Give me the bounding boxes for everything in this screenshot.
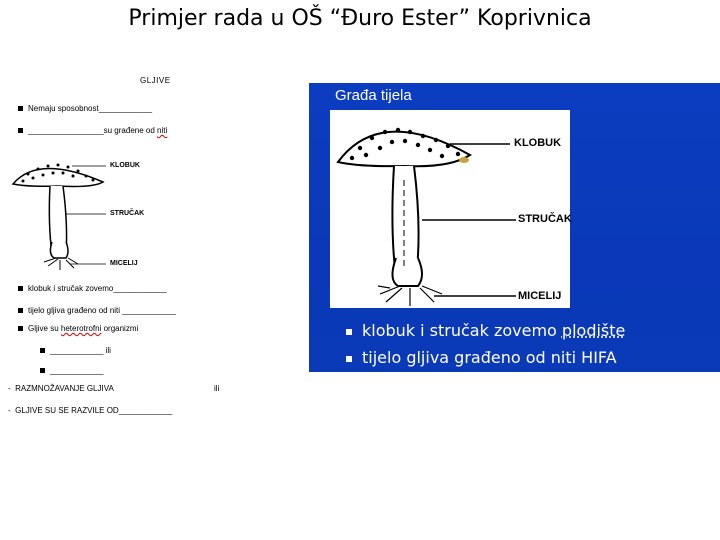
worksheet-line-3-text: klobuk i stručak zovemo____________ (28, 284, 167, 293)
slide-bullet-1-text: klobuk i stručak zovemo (362, 321, 562, 340)
worksheet-line-5-end: organizmi (101, 324, 139, 333)
worksheet-line-1 (18, 104, 152, 113)
worksheet-line-2 (18, 126, 167, 135)
worksheet-line-6-text: RAZMNOŽAVANJE GLJIVA (15, 384, 114, 393)
worksheet-line-5-text: Gljive su (28, 324, 61, 333)
worksheet-label-klobuk: KLOBUK (110, 162, 140, 169)
mushroom-diagram-panel (330, 110, 570, 308)
square-bullet-icon (40, 348, 45, 353)
worksheet-subline-2 (40, 366, 103, 375)
worksheet-line-5 (18, 324, 138, 333)
worksheet-dash: - (8, 384, 11, 393)
page-title: Primjer rada u OŠ “Đuro Ester” Koprivnica (128, 6, 592, 31)
square-bullet-icon (18, 128, 23, 133)
worksheet-line-5-term: heterotrofni (60, 324, 102, 333)
worksheet-line-6-or: ili (214, 384, 220, 393)
worksheet-subline-2-text: ____________ (50, 366, 104, 375)
square-bullet-icon (346, 356, 352, 362)
square-bullet-icon (18, 106, 23, 111)
square-bullet-icon (18, 326, 23, 331)
worksheet-line-1-text: Nemaju sposobnost____________ (28, 104, 153, 113)
worksheet-label-strucak: STRUČAK (110, 210, 145, 217)
worksheet-dash: - (8, 406, 11, 415)
slide-bullet-2 (346, 348, 617, 367)
worksheet-line-7-text: GLJIVE SU SE RAZVILE OD____________ (15, 406, 173, 415)
worksheet-line-4 (18, 306, 176, 315)
square-bullet-icon (346, 329, 352, 335)
slide-bullet-1 (346, 321, 625, 340)
worksheet-subline-1 (40, 346, 111, 355)
worksheet-line-2-term: niti (157, 126, 168, 135)
worksheet-heading: GLJIVE (140, 76, 171, 85)
worksheet-line-7 (8, 406, 172, 415)
worksheet-line-4-text: tijelo gljiva građeno od niti ____________ (28, 306, 176, 315)
worksheet-subline-1-text: ____________ ili (50, 346, 111, 355)
square-bullet-icon (18, 308, 23, 313)
worksheet-line-6 (8, 384, 114, 393)
worksheet-line-3 (18, 284, 167, 293)
worksheet-line-2-text: _________________su građene od (28, 126, 158, 135)
slide-grada-tijela (309, 83, 720, 372)
worksheet-label-micelij: MICELIJ (110, 260, 138, 267)
slide-bullet-1-term: plodište (561, 321, 626, 340)
square-bullet-icon (40, 368, 45, 373)
mushroom-drawing-small (8, 154, 108, 274)
slide-label-klobuk: KLOBUK (514, 137, 562, 149)
square-bullet-icon (18, 286, 23, 291)
slide-title: Građa tijela (335, 87, 412, 104)
slide-bullet-2-text: tijelo gljiva građeno od niti HIFA (362, 348, 617, 367)
worksheet (0, 70, 240, 430)
slide-label-strucak: STRUČAK (518, 213, 572, 225)
slide-label-micelij: MICELIJ (518, 290, 562, 302)
